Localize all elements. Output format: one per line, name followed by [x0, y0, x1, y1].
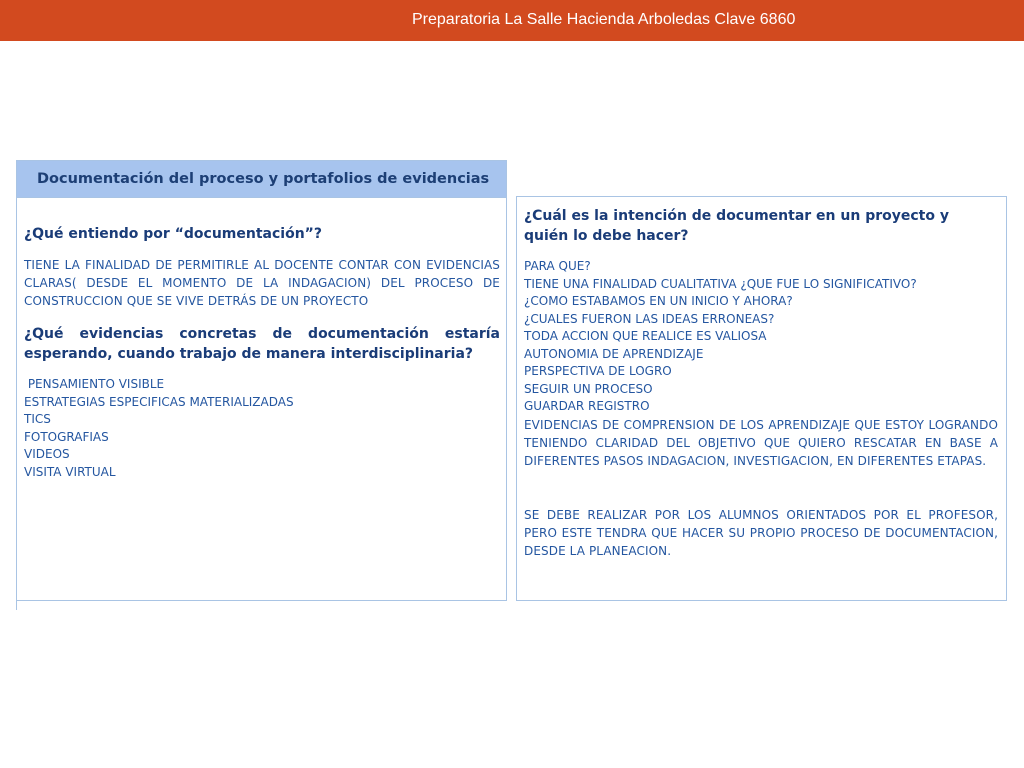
list-item: VISITA VIRTUAL [24, 464, 116, 479]
list-item: SEGUIR UN PROCESO [524, 381, 653, 396]
left-panel [16, 160, 507, 601]
title-bar [0, 0, 1024, 41]
question-documentation: ¿Qué entiendo por “documentación”? [24, 226, 323, 242]
list-item: TODA ACCION QUE REALICE ES VALIOSA [524, 329, 767, 343]
left-panel-heading: Documentación del proceso y portafolios de evidencias [17, 161, 506, 198]
list-item: TIENE UNA FINALIDAD CUALITATIVA ¿QUE FUE LO SIGNIFICATIVO? [524, 276, 917, 291]
list-item: ESTRATEGIAS ESPECIFICAS MATERIALIZADAS [24, 394, 294, 409]
intention-list [524, 258, 998, 416]
list-item: ¿COMO ESTABAMOS EN UN INICIO Y AHORA? [524, 294, 793, 308]
slide-header-title: Preparatoria La Salle Hacienda Arboledas Clave 6860 [412, 11, 796, 28]
list-item: PERSPECTIVA DE LOGRO [524, 364, 672, 378]
list-item: GUARDAR REGISTRO [524, 399, 650, 413]
answer-documentation: TIENE LA FINALIDAD DE PERMITIRLE AL DOCENTE CONTAR CON EVIDENCIAS CLARAS( DESDE EL MOMENTO DE LA INDAGACION) DEL PROCESO DE CONSTRUCCION QUE SE VIVE DETRÁS DE UN PROYECTO [24, 258, 500, 308]
list-item: PENSAMIENTO VISIBLE [24, 377, 165, 391]
list-item: TICS [24, 412, 51, 426]
divider [16, 600, 17, 610]
left-panel-body [17, 198, 506, 481]
list-item: FOTOGRAFIAS [24, 429, 109, 444]
right-panel [516, 196, 1007, 601]
question-evidences: ¿Qué evidencias concretas de documentación estaría esperando, cuando trabajo de manera interdisciplinaria? [24, 326, 500, 362]
list-item: AUTONOMIA DE APRENDIZAJE [524, 346, 704, 361]
evidence-list [24, 376, 500, 481]
list-item: ¿CUALES FUERON LAS IDEAS ERRONEAS? [524, 311, 775, 326]
question-intention: ¿Cuál es la intención de documentar en un proyecto y quién lo debe hacer? [524, 208, 949, 244]
responsibility-paragraph: SE DEBE REALIZAR POR LOS ALUMNOS ORIENTADOS POR EL PROFESOR, PERO ESTE TENDRA QUE HACER SU PROPIO PROCESO DE DOCUMENTACION, DESDE LA PLANEACION. [524, 507, 998, 558]
evidence-paragraph: EVIDENCIAS DE COMPRENSION DE LOS APRENDIZAJE QUE ESTOY LOGRANDO TENIENDO CLARIDAD DEL OBJETIVO QUE QUIERO RESCATAR EN BASE A DIFERENTES PASOS INDAGACION, INVESTIGACION, EN DIFERENTES ETAPAS. [524, 417, 998, 468]
list-item: VIDEOS [24, 447, 70, 461]
list-item: PARA QUE? [524, 259, 591, 273]
